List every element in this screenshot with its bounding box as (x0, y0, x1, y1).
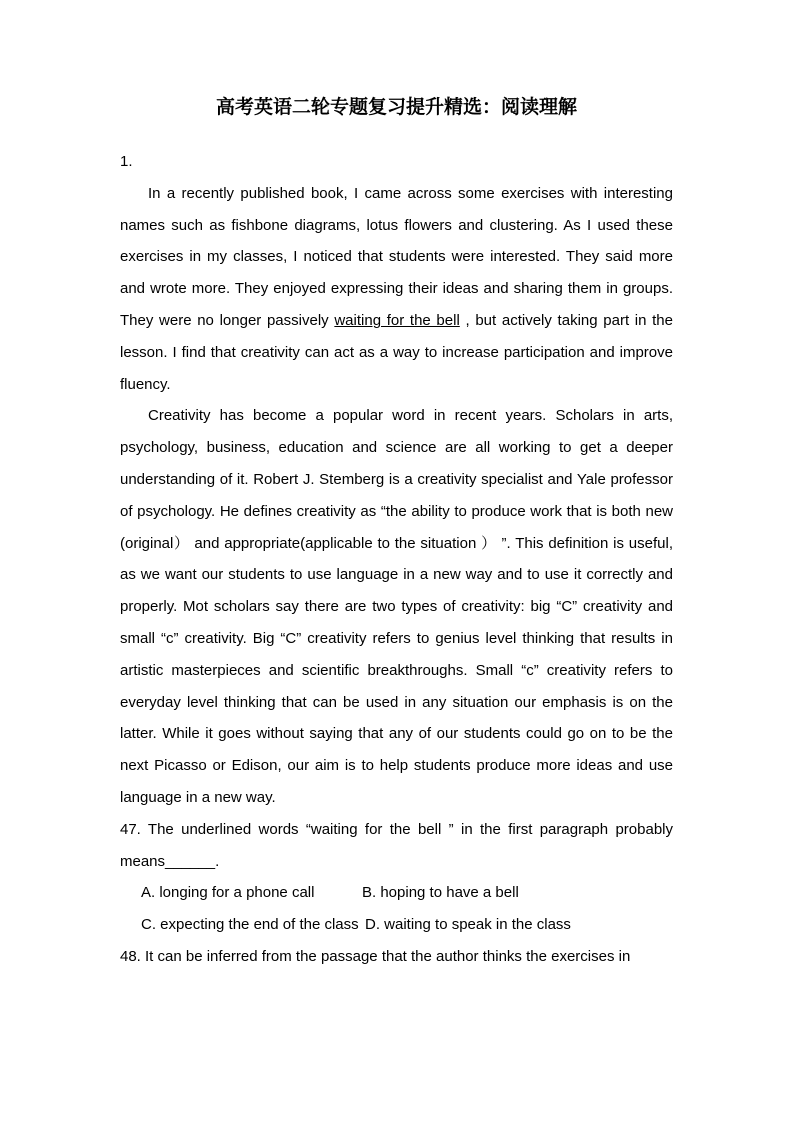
underlined-phrase: waiting for the bell (334, 311, 460, 329)
option-c: C. expecting the end of the class (141, 916, 359, 934)
paragraph-1-text-before: In a recently published book, I came across some exercises with interesting names such as fishbone diagrams, lotus flowers and clustering. As I used these exercises in my classes, I noticed that students were interested. They said more and wrote more. They enjoyed expressing their ideas and sharing them in groups. They were no longer passively (120, 184, 673, 329)
option-b: B. hoping to have a bell (362, 884, 519, 902)
document-title: 高考英语二轮专题复习提升精选：阅读理解 (215, 97, 577, 118)
question-47-options-row-2 (120, 909, 673, 941)
question-47-stem: 47. The underlined words “waiting for the bell ” in the first paragraph probably means______. (120, 820, 673, 870)
option-a: A. longing for a phone call (141, 884, 315, 902)
paragraph-2: Creativity has become a popular word in recent years. Scholars in arts, psychology, business, education and science are all working to get a deeper understanding of it. Robert J. Stemberg is a creativity specialist and Yale professor of psychology. He defines creativity as “the ability to produce work that is both new (original） and appropriate(applicable to the situation ） ”. This definition is useful, as we want our students to use language in a new way and to use it correctly and properly. Mot scholars say there are two types of creativity: big “C” creativity and small “c” creativity. Big “C” creativity refers to genius level thinking that results in artistic masterpieces and scientific breakthroughs. Small “c” creativity refers to everyday level thinking that can be used in any situation our emphasis is on the latter. While it goes without saying that any of our students could go on to be the next Picasso or Edison, our aim is to help students produce more ideas and use language in a new way. (120, 407, 673, 806)
paragraph-1 (120, 178, 673, 401)
paragraph-1-text-after: , but actively taking part in the lesson. I find that creativity can act as a way to increase participation and improve fluency. (120, 311, 673, 393)
question-48-stem: 48. It can be inferred from the passage that the author thinks the exercises in (120, 947, 631, 965)
option-d: D. waiting to speak in the class (365, 916, 571, 934)
question-47-options-row-1 (120, 877, 673, 909)
section-number: 1. (120, 153, 133, 170)
passage-body (120, 146, 673, 973)
